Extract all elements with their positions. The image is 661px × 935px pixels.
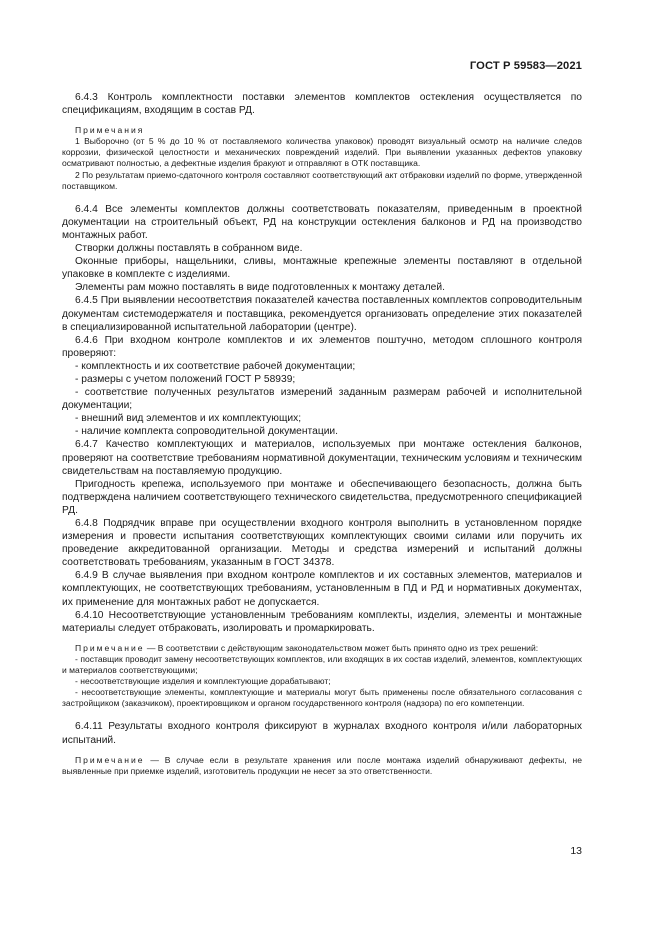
note-3 — [62, 643, 582, 654]
notes-title: Примечания — [75, 125, 145, 136]
page-number: 13 — [570, 845, 582, 857]
note-3-title: Примечание — [75, 642, 145, 653]
clause-6-4-5: 6.4.5 При выявлении несоответствия показателей качества поставленных комплектов сопроводительным документам системодержателя и поставщика, рекомендуется организовать определение этих показателей в специализированной испытательной лаборатории (центре). — [62, 295, 582, 333]
list-item: - внешний вид элементов и их комплектующих; — [75, 413, 302, 425]
clause-6-4-4-hardware: Оконные приборы, нащельники, сливы, монтажные крепежные элементы поставляют в отдельной упаковке в комплекте с изделиями. — [62, 256, 582, 281]
clause-6-4-6: 6.4.6 При входном контроле комплектов и их элементов поштучно, методом сплошного контроля проверяют: — [62, 334, 582, 359]
clause-6-4-7: 6.4.7 Качество комплектующих и материалов, используемых при монтаже остекления балконов, проверяют на соответствие требованиям нормативной документации, техническим условиям и техническим свидетельствам на поставляемую продукцию. — [62, 439, 582, 477]
clause-6-4-4-frames: Элементы рам можно поставлять в виде подготовленных к монтажу деталей. — [75, 282, 445, 294]
list-item: - соответствие полученных результатов измерений заданным размерам рабочей и исполнительной документации; — [62, 387, 582, 412]
clause-6-4-3: 6.4.3 Контроль комплектности поставки элементов комплектов остекления осуществляется по спецификациям, входящим в состав РД. — [62, 92, 582, 117]
document-header: ГОСТ Р 59583—2021 — [469, 60, 582, 72]
list-item: - размеры с учетом положений ГОСТ Р 58939; — [75, 373, 296, 385]
list-item: - комплектность и их соответствие рабочей документации; — [75, 360, 356, 372]
clause-6-4-9: 6.4.9 В случае выявления при входном контроле комплектов и их составных элементов, материалов и комплектующих, не соответствующих требованиям, установленным в ПД и РД и нормативных документах, их применение для монтажных работ не допускается. — [62, 570, 582, 608]
note-list-item: - поставщик проводит замену несоответствующих комплектов, или входящих в их состав изделий, элементов, комплектующих и материалов соответствующими; — [62, 653, 582, 676]
note-4-title: Примечание — [75, 754, 145, 765]
clause-6-4-8: 6.4.8 Подрядчик вправе при осуществлении входного контроля выполнить в установленном порядке измерения и провести испытания соответствующих комплектующих своими силами или поручить их проведение аккредитованной организации. Методы и средства измерений и испытаний должны соответствовать требованиям, указанным в ГОСТ 34378. — [62, 518, 582, 569]
list-item: - наличие комплекта сопроводительной документации. — [75, 426, 338, 438]
note-2: 2 По результатам приемо-сдаточного контроля составляют соответствующий акт отбраковки изделий по форме, утвержденной поставщиком. — [62, 169, 582, 191]
clause-6-4-4: 6.4.4 Все элементы комплектов должны соответствовать показателям, приведенным в проектной документации на строительный объект, РД на конструкции остекления балконов и РД на производство монтажных работ. — [62, 203, 582, 241]
note-4 — [62, 755, 582, 777]
clause-6-4-7-fasteners: Пригодность крепежа, используемого при монтаже и обеспечивающего безопасность, должна быть подтверждена наличием соответствующего технического свидетельства, предусмотренного спецификацией РД. — [62, 478, 582, 516]
document-body — [62, 91, 582, 777]
note-1: 1 Выборочно (от 5 % до 10 % от поставляемого количества упаковок) проводят визуальный осмотр на наличие следов коррозии, физической целостности и механических повреждений изделий. При выявлении указанных дефектов упаковку осматривают полностью, а дефектные изделия бракуют и отправляют в ОТК поставщика. — [62, 136, 582, 169]
note-list-item: - несоответствующие элементы, комплектующие и материалы могут быть применены после обязательного согласования с застройщиком (заказчиком), проектировщиком и органом государственного контроля (надзора) по его компетенции. — [62, 687, 582, 709]
clause-6-4-10: 6.4.10 Несоответствующие установленным требованиям комплекты, изделия, элементы и монтажные материалы следует отбраковать, изолировать и промаркировать. — [62, 609, 582, 634]
note-4-text: — В случае если в результате хранения или после монтажа изделий обнаруживают дефекты, не выявленные при приемке изделий, изготовитель продукции не несет за это ответственности. — [62, 754, 582, 776]
note-list-item: - несоответствующие изделия и комплектующие дорабатывают; — [75, 676, 331, 687]
note-3-text: — В соответствии с действующим законодательством может быть принято одно из трех решений: — [144, 642, 539, 653]
clause-6-4-4-sashes: Створки должны поставлять в собранном виде. — [75, 243, 303, 255]
clause-6-4-11: 6.4.11 Результаты входного контроля фиксируют в журналах входного контроля и/или лабораторных испытаний. — [62, 721, 582, 746]
